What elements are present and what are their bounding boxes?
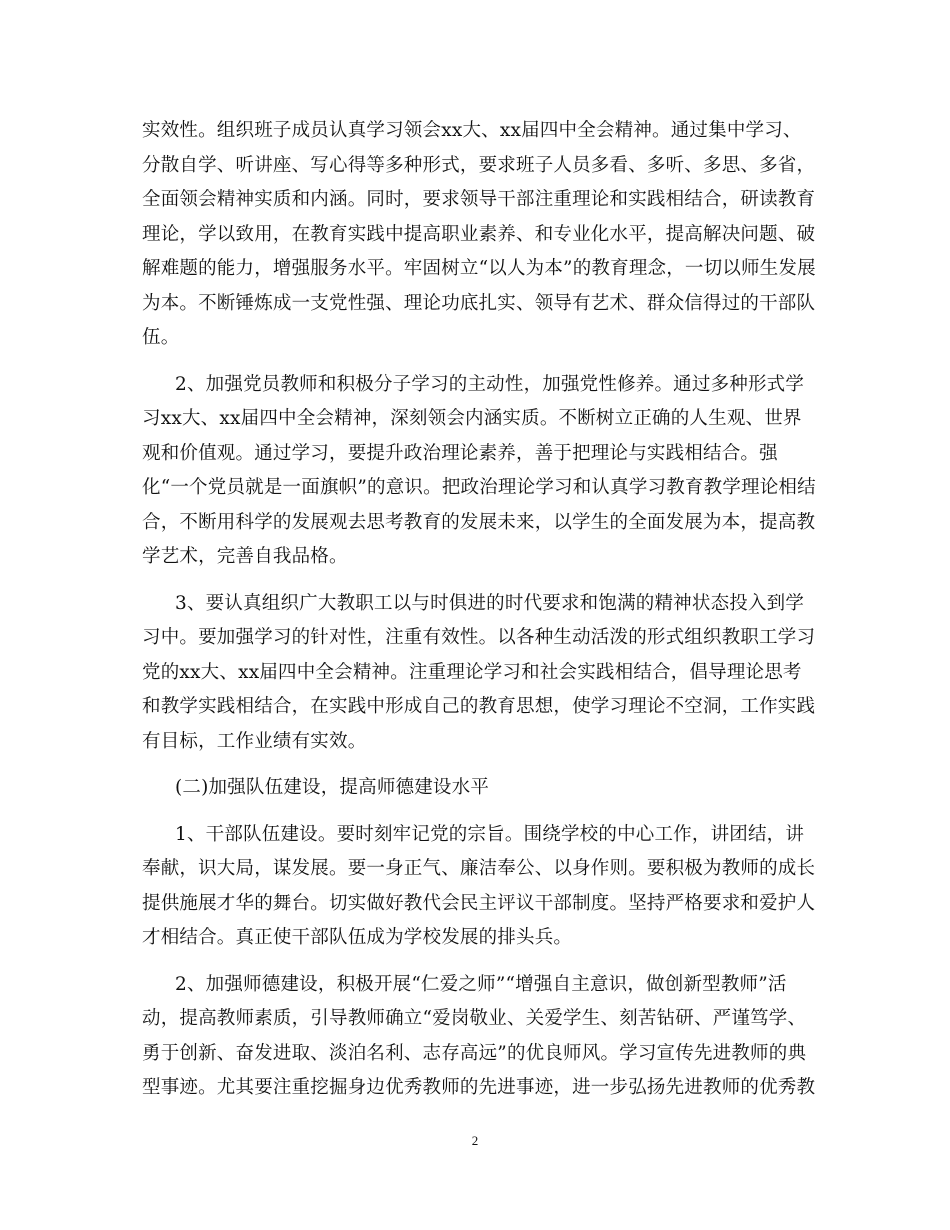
text-line: 为本。不断锤炼成一支党性强、理论功底扎实、领导有艺术、群众信得过的干部队	[142, 292, 816, 314]
paragraph-spacer	[142, 575, 814, 587]
paragraph	[142, 368, 814, 575]
text-line: 习中。要加强学习的针对性，注重有效性。以各种生动活泼的形式组织教职工学习	[142, 627, 816, 648]
paragraph-spacer	[142, 356, 814, 368]
text-line: 解难题的能力，增强服务水平。牢固树立“以人为本”的教育理念，一切以师生发展	[142, 258, 816, 279]
text-line: 学艺术，完善自我品格。	[142, 546, 348, 567]
text-line: 全面领会精神实质和内涵。同时，要求领导干部注重理论和实践相结合，研读教育	[142, 189, 816, 210]
paragraph	[142, 114, 814, 356]
paragraph	[142, 771, 814, 806]
document-body	[142, 114, 814, 1106]
text-line: 伍。	[142, 327, 180, 348]
text-line: 型事迹。尤其要注重挖掘身边优秀教师的先进事迹，进一步弘扬先进教师的优秀教	[142, 1077, 816, 1098]
paragraph-spacer	[142, 806, 814, 818]
paragraph	[142, 968, 814, 1106]
text-line: 实效性。组织班子成员认真学习领会xx大、xx届四中全会精神。通过集中学习、	[142, 120, 802, 141]
text-line: 提供施展才华的舞台。切实做好教代会民主评议干部制度。坚持严格要求和爱护人	[142, 892, 816, 914]
text-line: 1、干部队伍建设。要时刻牢记党的宗旨。围绕学校的中心工作，讲团结，讲	[175, 823, 805, 845]
text-line: 3、要认真组织广大教职工以与时俱进的时代要求和饱满的精神状态投入到学	[175, 592, 805, 614]
paragraph	[142, 587, 814, 760]
text-line: 分散自学、听讲座、写心得等多种形式，要求班子人员多看、多听、多思、多省，	[142, 154, 816, 176]
paragraph-spacer	[142, 759, 814, 771]
page-number: 2	[471, 1133, 479, 1148]
text-line: 动，提高教师素质，引导教师确立“爱岗敬业、关爱学生、刻苦钻研、严谨笃学、	[142, 1008, 807, 1029]
text-line: 党的xx大、xx届四中全会精神。注重理论学习和社会实践相结合，倡导理论思考	[142, 661, 802, 683]
text-line: 奉献，识大局，谋发展。要一身正气、廉洁奉公、以身作则。要积极为教师的成长	[142, 858, 816, 879]
text-line: 习xx大、xx届四中全会精神，深刻领会内涵实质。不断树立正确的人生观、世界	[142, 408, 802, 429]
text-line: 和教学实践相结合，在实践中形成自己的教育思想，使学习理论不空洞，工作实践	[142, 696, 816, 717]
paragraph	[142, 818, 814, 956]
text-line: 勇于创新、奋发进取、淡泊名利、志存高远”的优良师风。学习宣传先进教师的典	[142, 1042, 807, 1064]
text-line: 有目标，工作业绩有实效。	[142, 730, 367, 752]
paragraph-spacer	[142, 956, 814, 968]
text-line: 化“一个党员就是一面旗帜”的意识。把政治理论学习和认真学习教育教学理论相结	[142, 477, 816, 498]
text-line: (二)加强队伍建设，提高师德建设水平	[175, 777, 490, 798]
text-line: 合，不断用科学的发展观去思考教育的发展未来，以学生的全面发展为本，提高教	[142, 511, 816, 533]
text-line: 才相结合。真正使干部队伍成为学校发展的排头兵。	[142, 927, 573, 948]
text-line: 观和价值观。通过学习，要提升政治理论素养，善于把理论与实践相结合。强	[142, 442, 778, 464]
text-line: 2、加强党员教师和积极分子学习的主动性，加强党性修养。通过多种形式学	[175, 373, 805, 395]
text-line: 2、加强师德建设，积极开展“仁爱之师”“增强自主意识，做创新型教师”活	[175, 973, 787, 995]
text-line: 理论，学以致用，在教育实践中提高职业素养、和专业化水平，提高解决问题、破	[142, 223, 816, 245]
